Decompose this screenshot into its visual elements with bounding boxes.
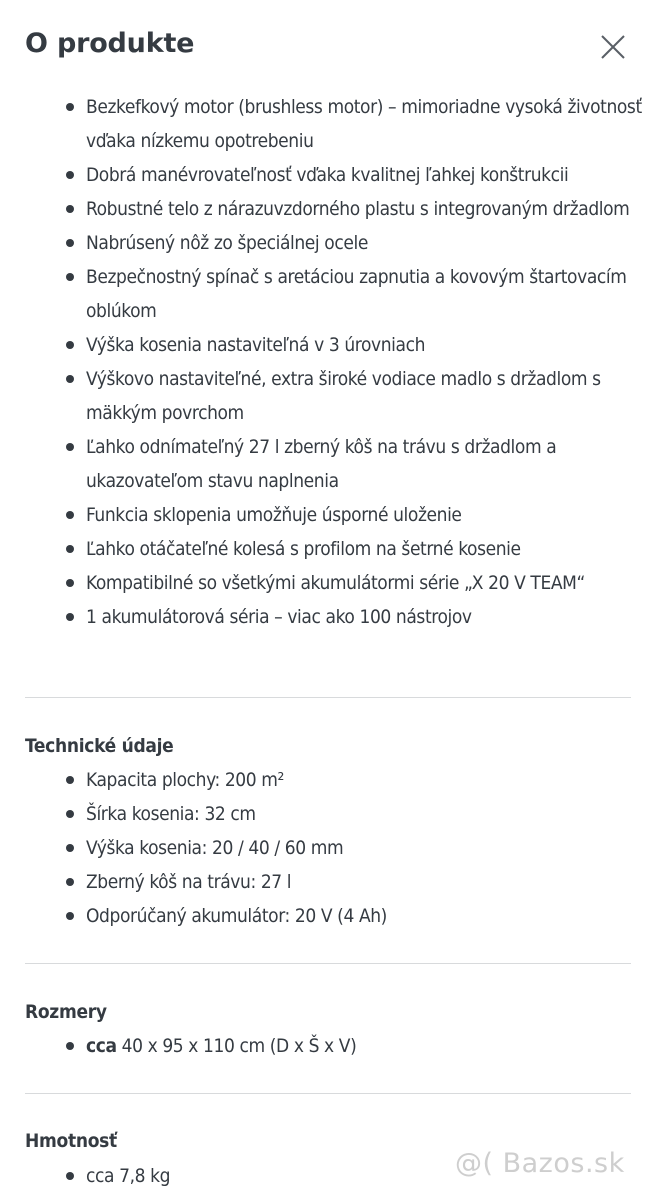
- list-item: Ľahko odnímateľný 27 l zberný kôš na trávu s držadlom a ukazovateľom stavu naplnenia: [63, 430, 643, 498]
- list-item: Dobrá manévrovateľnosť vďaka kvalitnej ľahkej konštrukcii: [63, 158, 643, 192]
- section-divider: [25, 697, 631, 698]
- weight-heading: Hmotnosť: [25, 1130, 117, 1152]
- list-item: [63, 1029, 643, 1063]
- dimensions-list: [63, 1029, 643, 1063]
- technical-list: [63, 763, 643, 933]
- list-item: cca 7,8 kg: [63, 1159, 643, 1193]
- feature-list: [63, 90, 643, 634]
- list-item: Robustné telo z nárazuvzdorného plastu s integrovaným držadlom: [63, 192, 643, 226]
- list-item: Výška kosenia: 20 / 40 / 60 mm: [63, 831, 643, 865]
- technical-heading: Technické údaje: [25, 735, 174, 757]
- list-item: 1 akumulátorová séria – viac ako 100 nástrojov: [63, 600, 643, 634]
- list-item: Zberný kôš na trávu: 27 l: [63, 865, 643, 899]
- list-item: Funkcia sklopenia umožňuje úsporné uloženie: [63, 498, 643, 532]
- list-item: Bezpečnostný spínač s aretáciou zapnutia a kovovým štartovacím oblúkom: [63, 260, 643, 328]
- dimensions-value: 40 x 95 x 110 cm (D x Š x V): [116, 1035, 357, 1057]
- page-title: O produkte: [25, 28, 195, 59]
- list-item: Kapacita plochy: 200 m²: [63, 763, 643, 797]
- list-item: Výškovo nastaviteľné, extra široké vodiace madlo s držadlom s mäkkým povrchom: [63, 362, 643, 430]
- list-item: Ľahko otáčateľné kolesá s profilom na šetrné kosenie: [63, 532, 643, 566]
- dimensions-prefix: cca: [86, 1035, 117, 1057]
- bazos-watermark: @( Bazos.sk: [455, 1148, 625, 1179]
- dimensions-heading: Rozmery: [25, 1001, 107, 1023]
- close-icon[interactable]: [600, 34, 626, 60]
- section-divider: [25, 1093, 631, 1094]
- list-item: Výška kosenia nastaviteľná v 3 úrovniach: [63, 328, 643, 362]
- list-item: Kompatibilné so všetkými akumulátormi série „X 20 V TEAM“: [63, 566, 643, 600]
- list-item: Nabrúsený nôž zo špeciálnej ocele: [63, 226, 643, 260]
- list-item: Odporúčaný akumulátor: 20 V (4 Ah): [63, 899, 643, 933]
- list-item: Bezkefkový motor (brushless motor) – mimoriadne vysoká životnosť vďaka nízkemu opotrebeniu: [63, 90, 643, 158]
- close-button[interactable]: [600, 34, 626, 60]
- list-item: Šírka kosenia: 32 cm: [63, 797, 643, 831]
- section-divider: [25, 963, 631, 964]
